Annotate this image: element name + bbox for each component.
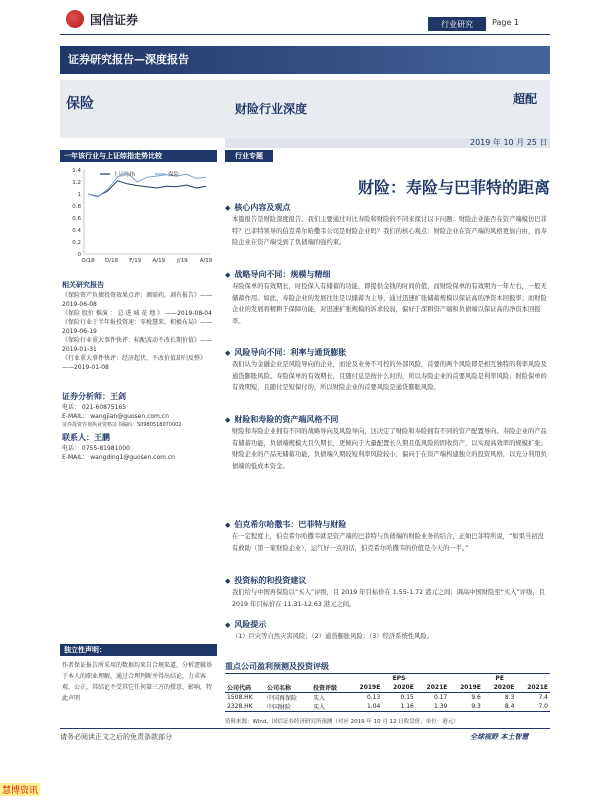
table-cell: 0.15: [400, 694, 414, 701]
col-header: 公司名称: [267, 685, 292, 692]
diamond-bullet-icon: ◆: [225, 348, 231, 357]
section-body: 我们认为金融企业是风险导向的企业，而论及业务不可控的外部风险，首要的两个风险即是相互独特的利率风险及通货膨胀风险。寿险保单的有效期长，且随付息是按什么时的，所以寿险企业的首要风险是利率风险；财险保单的有效期短，且随付是短保付的，所以财险企业的首要风险是通货膨胀风险。: [232, 361, 547, 391]
section-heading: [225, 202, 290, 213]
diamond-bullet-icon: ◆: [225, 270, 231, 279]
related-report-item[interactable]: 《行业重大事件快评：经济起伏、不改价值却归反整》——2019-01-08: [62, 355, 207, 371]
section-heading-text: 投资标的和投资建议: [234, 576, 307, 585]
col-header: 2021E: [527, 684, 548, 691]
chart-series-line: [88, 181, 206, 197]
table-cell: 1.16: [400, 703, 414, 710]
section-heading-text: 伯克希尔哈撒韦：巴菲特与财险: [234, 520, 347, 529]
chart-box-title: 一年该行业与上证综指走势比较: [60, 150, 217, 162]
table-cell: 0.13: [366, 694, 381, 701]
col-header: 2021E: [426, 684, 448, 691]
group-header-pe: PE: [495, 675, 504, 682]
table-cell: 7.4: [538, 694, 548, 701]
analyst-certificate: 证券投资咨询执业资格证书编码：S0980518070002: [62, 422, 182, 428]
section-heading-text: 风险提示: [234, 620, 267, 629]
related-report-item[interactable]: 《保险资产负债投资效果点评：调需药，剥有报告》——2019-06-08: [62, 292, 213, 308]
section-heading: [225, 519, 346, 530]
section-body: 在一定程度上，伯克希尔哈撒韦就是资产端的巴菲特与负债端的财险业务的结合，正如巴菲特所说，“如果当初没有救助（第一家财险企业），运气好一点的话，伯克希尔哈撒韦的价值是今天的一半。”: [232, 533, 544, 552]
contact-info: [62, 444, 214, 462]
table-title: 重点公司盈利预测及投资评级: [225, 662, 329, 671]
table-cell: 0.17: [434, 694, 448, 701]
report-date: 2019 年 10 月 25 日: [470, 138, 548, 147]
contact-email[interactable]: E-MAIL： wangding1@guosen.com.cn: [62, 454, 175, 461]
diamond-bullet-icon: ◆: [225, 415, 231, 424]
col-header: 2019E: [359, 684, 381, 691]
report-subtitle: 财险行业深度: [235, 102, 308, 116]
section-heading-text: 财险和寿险的资产端风格不同: [234, 415, 339, 424]
chart-y-tick-label: 1.2: [72, 180, 81, 186]
related-report-item[interactable]: 《保险 股价 推演 ： 总 进 城 花 地 》 ——2019-08-04: [62, 310, 212, 317]
main-title: 财险：寿险与巴菲特的距离: [357, 178, 550, 197]
table-cell: 7.0: [538, 703, 548, 710]
independence-body: 作者保证报告所采用的数据均来自合规渠道，分析逻辑基于本人的职业理解，通过合理判断并得出结论，力求客观、公正，其结论不受其它任何第三方的授意、影响，特此声明: [62, 662, 213, 702]
brand-name: 国信证券: [90, 12, 139, 27]
section-body: 我们给与中国再保险以“买入”评级，且 2019 年目标价在 1.55-1.72 港元之间；调高中国财险至“买入”评级，且 2019 年目标价在 11.31-12.63 港元之间。: [232, 589, 545, 608]
topic-tag: 行业专题: [225, 150, 273, 162]
section-heading-text: 风险导向不同：利率与通货膨胀: [234, 348, 347, 357]
col-header: 公司代码: [227, 685, 252, 692]
watermark-stamp: 慧博资讯: [0, 783, 40, 796]
chart-y-tick-label: 0.8: [72, 204, 81, 210]
col-header: 2019E: [460, 684, 481, 691]
footer-disclaimer: 请务必阅读正文之后的免责条款部分: [60, 733, 172, 741]
chart-x-tick-label: A/19: [199, 258, 213, 264]
col-header: 2020E: [393, 684, 414, 691]
analyst-title: 证券分析师：王剑: [62, 392, 126, 401]
related-reports-list: [62, 291, 214, 372]
section-body: （1）巨灾等自然灾害风险；（2）通货膨胀风险；（3）经济系统性风险。: [232, 633, 433, 640]
chart-y-tick-label: 0: [77, 252, 81, 258]
chart-y-tick-label: 1: [77, 192, 81, 198]
related-reports-title: 相关研究报告: [62, 281, 104, 289]
table-header-row: [225, 683, 550, 693]
industry-label: 保险: [66, 96, 94, 112]
diamond-bullet-icon: ◆: [225, 620, 231, 629]
chart-y-tick-label: 0.4: [72, 228, 81, 234]
diamond-bullet-icon: ◆: [225, 520, 231, 529]
section-body: 本篇报告是财险深度报告。我们主要通过对比寿险和财险的不同来探讨以下问题：财险企业能否在资产端模仿巴菲特？巴菲特领导的伯克希尔哈撒韦公司是财险企业吗？我们的核心观点：财险企业在资产端的风格更加自由，而寿险企业在资产端受到了负债端的强约束。: [232, 216, 547, 246]
section-heading-text: 核心内容及观点: [234, 203, 291, 212]
forecast-table: [225, 673, 550, 712]
header-rule: [60, 34, 550, 35]
chart-y-tick-label: 0.6: [72, 216, 81, 222]
group-header-eps: EPS: [392, 675, 406, 682]
independence-title: 独立性声明：: [60, 644, 217, 656]
section-heading-text: 战略导向不同：规模与精细: [234, 270, 331, 279]
chart-legend-label: 上证综指: [113, 172, 136, 178]
diamond-bullet-icon: ◆: [225, 576, 231, 585]
table-row: [225, 702, 550, 712]
page-number: Page 1: [492, 18, 519, 27]
table-row: [225, 693, 550, 703]
chart-x-tick-label: F/19: [129, 258, 142, 264]
table-cell: 中国财险: [267, 704, 292, 711]
brand-logo-icon: [66, 10, 84, 28]
col-header: 2020E: [493, 684, 515, 691]
table-cell: 9.6: [471, 694, 481, 701]
chart-x-tick-label: J/19: [177, 258, 188, 264]
chart-x-tick-label: D/18: [105, 258, 119, 264]
table-cell: 1.39: [434, 703, 448, 710]
related-report-item[interactable]: 《保险行业于半年报投资速：零税慧来、积极布局》——2019-06-19: [62, 319, 213, 335]
section-heading: [225, 575, 306, 586]
section-heading: [225, 269, 330, 280]
analyst-email[interactable]: E-MAIL： wangjian@guosen.com.cn: [62, 413, 169, 420]
brand-logo: [66, 8, 138, 30]
table-cell: 8.4: [504, 703, 515, 710]
analyst-info: [62, 403, 214, 430]
section-body: 寿险保单的有效期长，时投保人有储蓄的功能，即提供金钱的时间价值，而财险保单的有效期为一年左右，一般无储蓄作用。如此，寿险企业的发展往往是以储蓄为主导，通过迅速扩张储蓄规模以保证高的净资本回报率；而财险企业的发展将精耕于保障功能，对迅速扩张规模的诉求较弱，偏好于深耕资产端和负债端以保证高的净资本回报率。: [232, 283, 547, 325]
contact-phone: 电话： 0755-81981000: [62, 445, 130, 452]
report-banner-text: 证券研究报告—深度报告: [68, 53, 189, 66]
chart-y-tick-label: 0.2: [72, 240, 81, 246]
table-cell: 买入: [312, 704, 325, 711]
table-cell: 8.3: [504, 694, 515, 701]
chart-x-tick-label: A/19: [152, 258, 166, 264]
rating-label: 超配: [513, 92, 538, 106]
related-report-item[interactable]: 《保险行业重大事件快评：标配波动不改长期价值》——2019-01-31: [62, 337, 213, 353]
table-cell: 1.04: [366, 703, 381, 710]
table-group-header-row: [225, 674, 550, 684]
table-cell: 2328.HK: [227, 703, 253, 710]
table-cell: 中国再保险: [267, 695, 298, 702]
analyst-phone: 电话： 021-60875165: [62, 404, 127, 411]
col-header: 投资评级: [312, 685, 337, 692]
table-source: 资料来源：Wind、国信证券经济研究所预测（对应 2019 年 10 月 12 日收盘价，单位：港元）: [225, 719, 459, 725]
table-cell: 1508.HK: [227, 694, 253, 701]
diamond-bullet-icon: ◆: [225, 203, 231, 212]
chart-y-tick-label: 1.4: [72, 168, 81, 174]
chart-x-tick-label: O/18: [81, 258, 95, 264]
section-body: 财险和寿险企业拥有不同的战略导向及风险导向，这决定了财险和寿险拥有不同的资产配置导向。寿险企业的产品有储蓄功能，负债端规模大且久期长，更倾向于大量配置长久期且低风险的固收资产，以实现高效率的规模扩张；财险企业的产品无储蓄功能，负债端久期较短利率风险较小，偏向于在资产端构建独立的投资风格，以充分利用负债端的低成本资金。: [232, 428, 547, 470]
footer-slogan: 全球视野 本土智慧: [470, 733, 529, 741]
contact-title: 联系人：王鹏: [62, 433, 110, 442]
section-heading: [225, 619, 266, 630]
table-cell: 买入: [312, 695, 325, 702]
chart-legend-label: 保险: [168, 172, 180, 178]
report-type-tag: 行业研究: [428, 17, 486, 31]
footer-rule: [60, 728, 550, 729]
table-cell: 9.3: [471, 703, 481, 710]
section-heading: [225, 347, 346, 358]
index-comparison-chart: [60, 164, 217, 264]
section-heading: [225, 414, 338, 425]
chart-series-line: [88, 173, 206, 197]
